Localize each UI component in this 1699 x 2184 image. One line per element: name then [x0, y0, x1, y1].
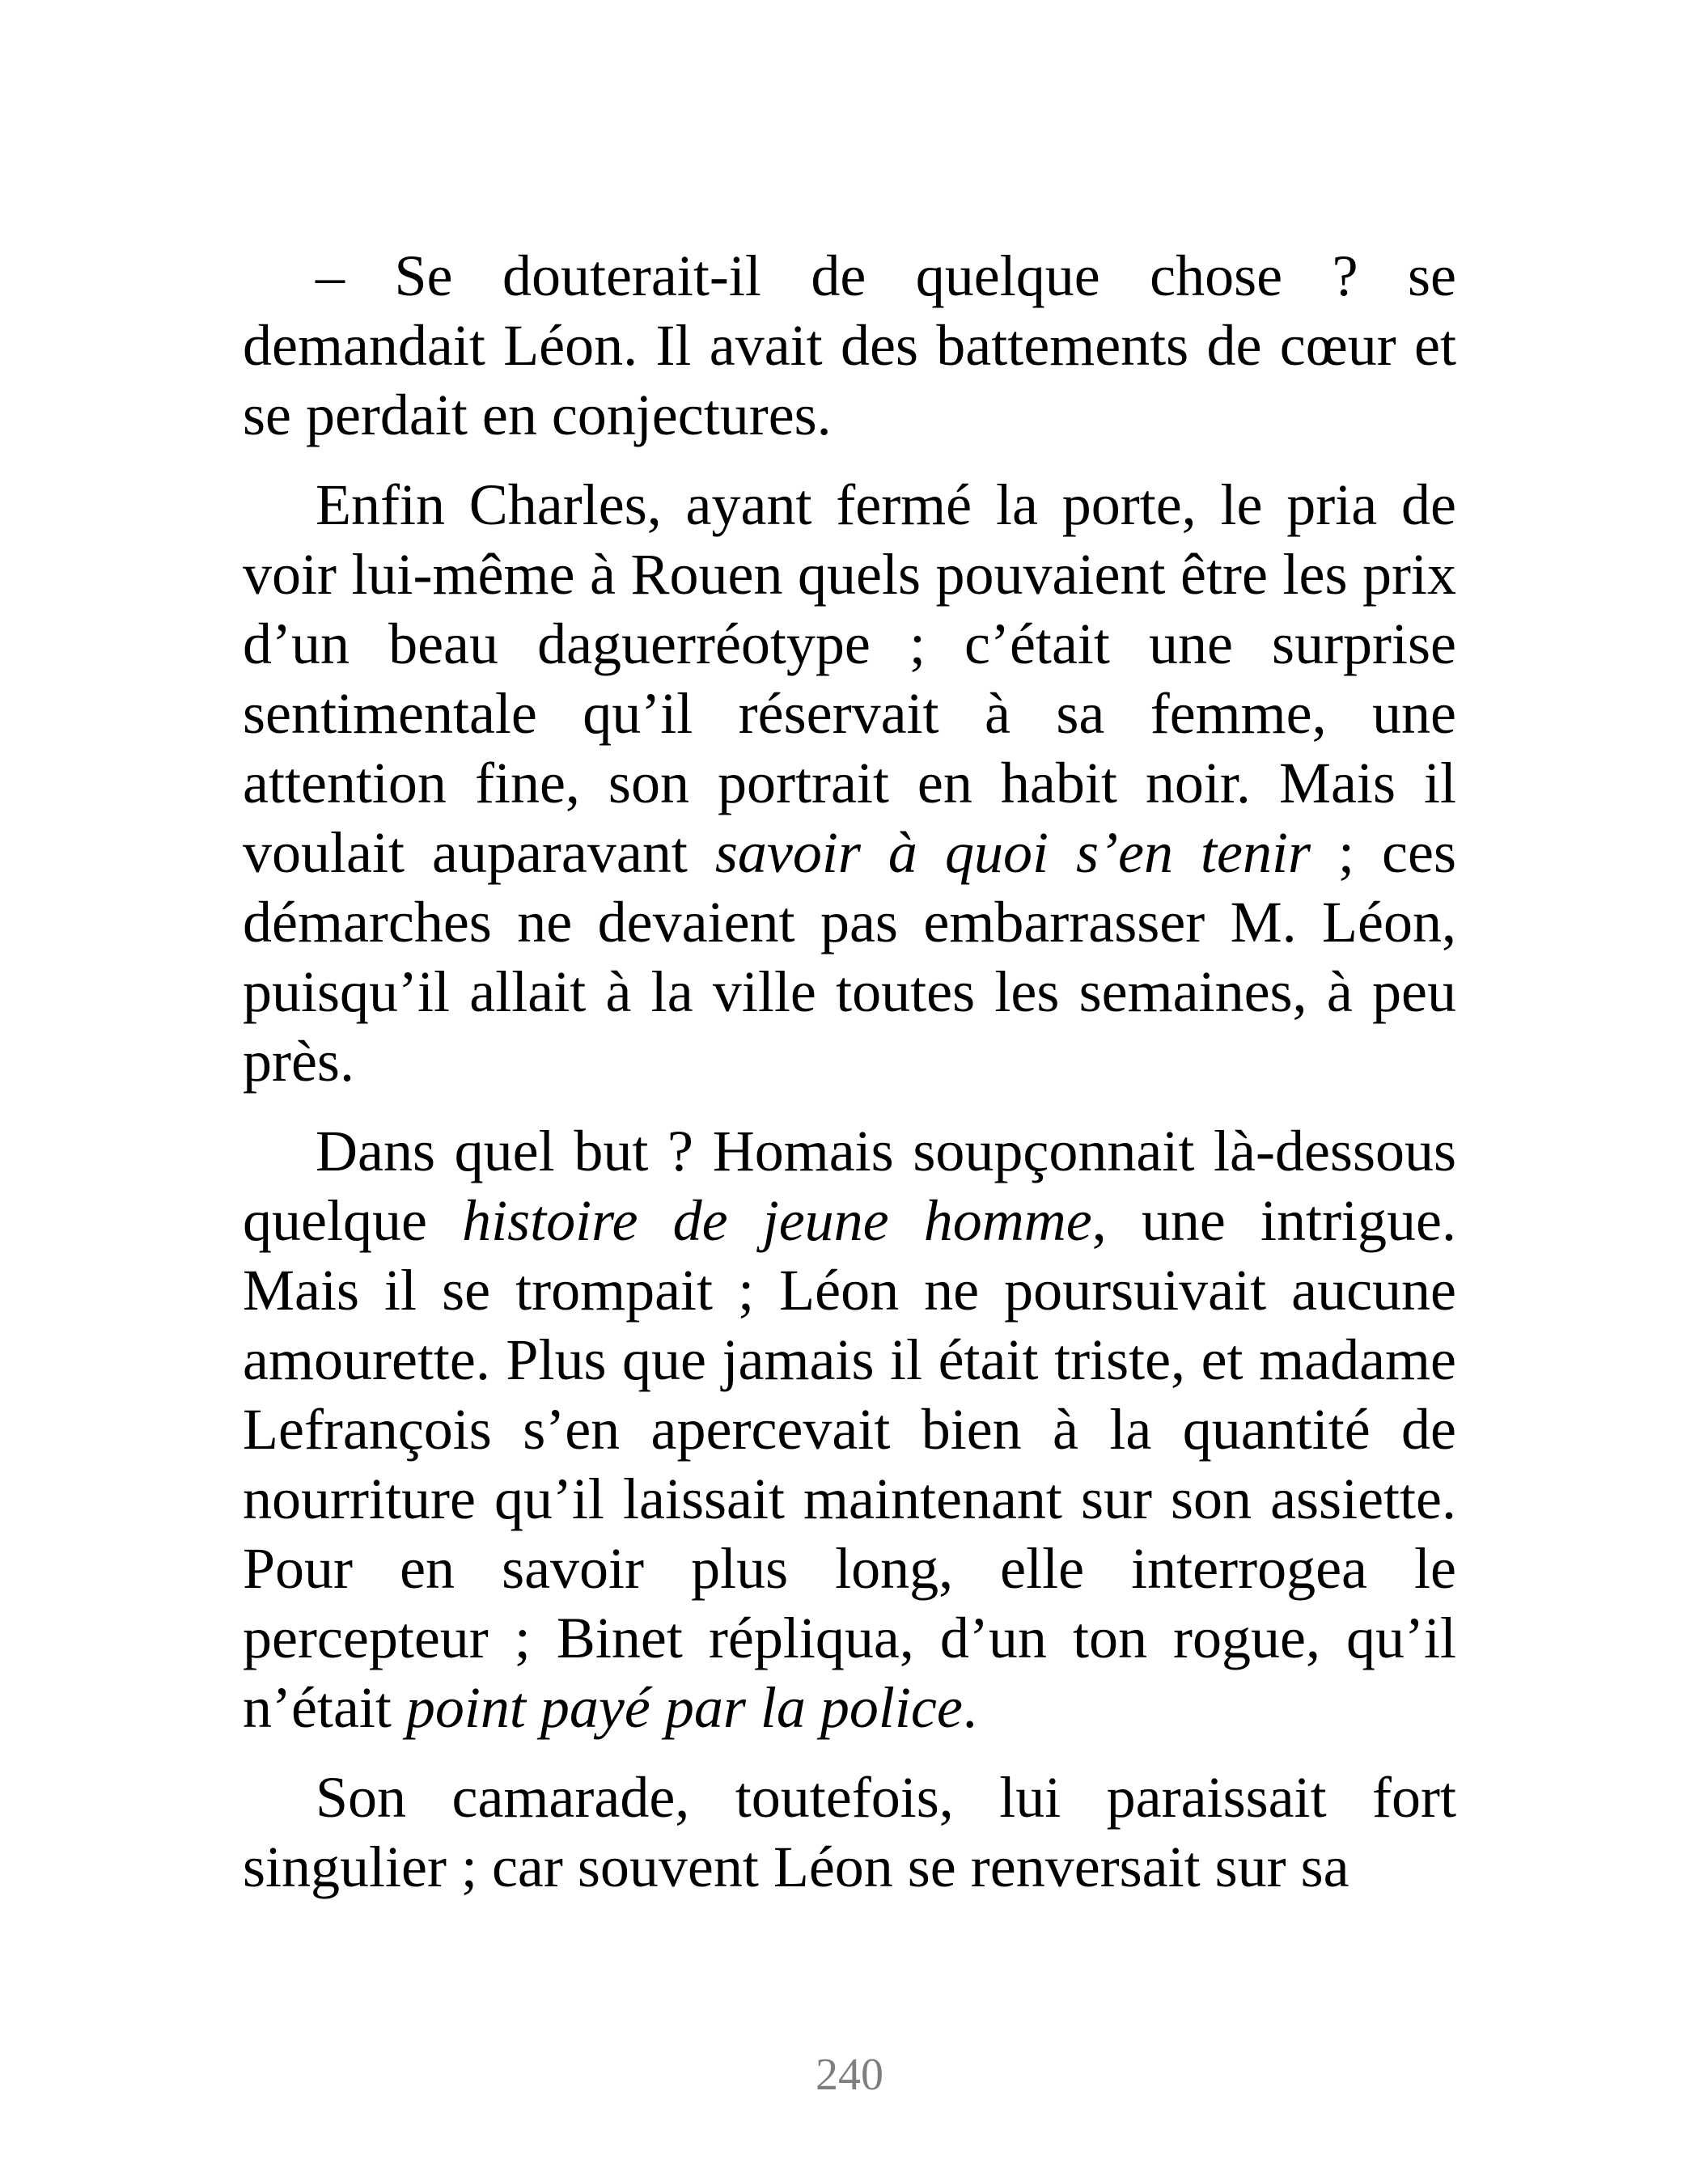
- paragraph-3-text-c: .: [962, 1675, 977, 1740]
- paragraph-3: [243, 1116, 1456, 1742]
- page-body: [243, 241, 1456, 2069]
- paragraph-3-italic-a: histoire de jeune homme: [462, 1188, 1092, 1253]
- paragraph-2: [243, 470, 1456, 1096]
- paragraph-4: [243, 1763, 1456, 1902]
- paragraph-3-text-b: , une intrigue. Mais il se trompait ; Léon ne poursuivait aucune amourette. Plus que jamais il était triste, et madame Lefrançois s’en apercevait bien à la quantité de nourriture qu’il laissait maintenant sur son assiette. Pour en savoir plus long, elle interrogea le percepteur ; Binet répliqua, d’un ton rogue, qu’il n’était: [243, 1188, 1457, 1740]
- paragraph-3-italic-b: point payé par la police: [405, 1675, 963, 1740]
- page-number: 240: [816, 2050, 883, 2100]
- paragraph-2-text-a: Enfin Charles, ayant fermé la porte, le pria de voir lui-même à Rouen quels pouvaient être les prix d’un beau daguerréotype ; c’était une surprise sentimentale qu’il réservait à sa femme, une attention fine, son portrait en habit noir. Mais il voulait auparavant: [243, 472, 1456, 885]
- paragraph-3-text-a: Dans quel but ? Homais soupçonnait là-dessous quelque: [243, 1119, 1456, 1253]
- paragraph-2-text-b: ; ces démarches ne devaient pas embarrasser M. Léon, puisqu’il allait à la ville toutes les semaines, à peu près.: [243, 820, 1456, 1094]
- paragraph-1-text: – Se douterait-il de quelque chose ? se demandait Léon. Il avait des battements de cœur et se perdait en conjectures.: [243, 243, 1456, 447]
- paragraph-2-italic: savoir à quoi s’en tenir: [714, 820, 1311, 885]
- paragraph-4-text: Son camarade, toutefois, lui paraissait fort singulier ; car souvent Léon se renversait sur sa: [243, 1765, 1456, 1899]
- paragraph-1: [243, 241, 1456, 450]
